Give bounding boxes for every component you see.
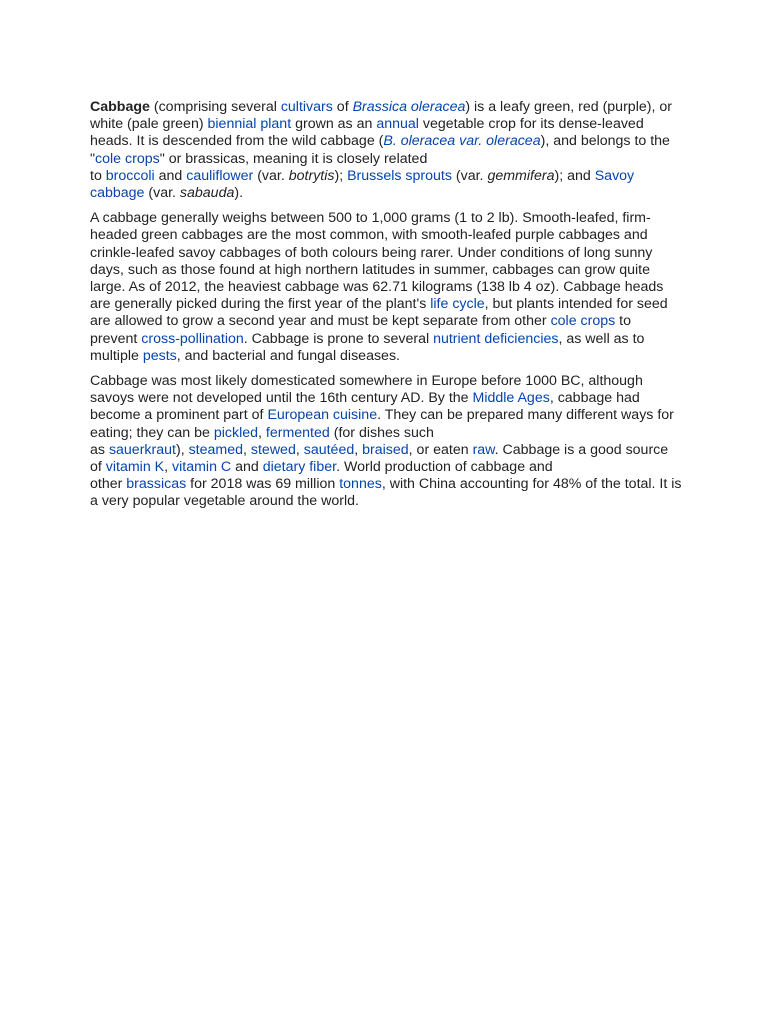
term-italic: gemmifera xyxy=(487,167,555,184)
text-run: " or brassicas, meaning it is closely related xyxy=(159,150,428,167)
link-pickled[interactable]: pickled xyxy=(213,424,259,441)
text-run: vegetable crop for its dense-leaved heads. It is descended from the wild cabbage ( xyxy=(90,116,644,150)
link-annual[interactable]: annual xyxy=(376,116,419,133)
text-run: (for dishes such xyxy=(329,424,434,441)
term-italic: sabauda xyxy=(179,185,235,202)
text-run: (var. xyxy=(451,167,488,184)
text-run: for 2018 was 69 million xyxy=(186,476,340,493)
link-savoy-cabbage[interactable]: Savoy cabbage xyxy=(90,167,635,202)
link-cole-crops[interactable]: cole crops xyxy=(95,150,160,167)
text-run: Cabbage was most likely domesticated somewhere in Europe before 1000 BC, although savoys were not developed until the 16th century AD. By the xyxy=(90,373,643,407)
link-brassica-oleracea[interactable]: Brassica oleracea xyxy=(352,99,466,115)
link-cole-crops[interactable]: cole crops xyxy=(550,313,616,330)
text-run: ), and belongs to the " xyxy=(90,133,670,167)
text-run: . Cabbage is a good source of xyxy=(90,441,669,476)
text-run: grown as an xyxy=(291,116,377,133)
text-run: ) is a leafy green, red (purple), or white (pale green) xyxy=(90,99,672,133)
text-run: . World production of cabbage and xyxy=(336,459,553,476)
link-fermented[interactable]: fermented xyxy=(265,424,330,441)
text-run: and xyxy=(231,459,263,476)
link-vitamin-c[interactable]: vitamin C xyxy=(172,459,232,476)
link-broccoli[interactable]: broccoli xyxy=(105,167,155,184)
text-run: ), xyxy=(175,441,189,458)
link-b-oleracea-var-oleracea[interactable]: B. oleracea var. oleracea xyxy=(383,133,541,150)
text-run: (comprising several xyxy=(149,99,281,115)
link-cauliflower[interactable]: cauliflower xyxy=(186,167,254,184)
link-european-cuisine[interactable]: European cuisine xyxy=(267,407,378,424)
text-run: ). xyxy=(234,185,244,202)
text-run: (var. xyxy=(253,167,289,184)
text-run: , or eaten xyxy=(408,441,473,458)
text-run: , and bacterial and fungal diseases. xyxy=(176,347,400,364)
link-middle-ages[interactable]: Middle Ages xyxy=(472,390,550,407)
paragraph-size xyxy=(90,210,682,365)
term-italic: botrytis xyxy=(288,167,335,184)
text-run: to prevent xyxy=(90,313,632,347)
link-raw[interactable]: raw xyxy=(472,441,495,458)
link-braised[interactable]: braised xyxy=(362,441,409,458)
link-pests[interactable]: pests xyxy=(142,347,177,364)
link-stewed[interactable]: stewed xyxy=(250,441,296,458)
text-run: , xyxy=(258,424,266,441)
link-dietary-fiber[interactable]: dietary fiber xyxy=(262,459,337,476)
text-run: , cabbage had become a prominent part of xyxy=(90,390,640,424)
text-run: , with China accounting for 48% of the total. It is a very popular vegetable around the world. xyxy=(90,476,682,510)
text-run: , xyxy=(295,441,304,458)
term-bold: Cabbage xyxy=(90,99,150,115)
link-life-cycle[interactable]: life cycle xyxy=(430,296,485,313)
paragraph-history xyxy=(90,373,682,511)
text-run: , as well as to multiple xyxy=(90,330,645,364)
text-run: . They can be prepared many different ways for eating; they can be xyxy=(90,407,674,441)
text-run: . Cabbage is prone to several xyxy=(243,330,434,347)
text-run: , xyxy=(164,459,173,476)
text-run: (var. xyxy=(144,185,180,202)
text-run: ); xyxy=(334,167,348,184)
link-brassicas[interactable]: brassicas xyxy=(126,476,187,493)
link-brussels-sprouts[interactable]: Brussels sprouts xyxy=(347,167,452,184)
link-cultivars[interactable]: cultivars xyxy=(280,99,333,115)
link-tonnes[interactable]: tonnes xyxy=(339,476,382,493)
text-run: ); and xyxy=(554,167,595,184)
text-run: other xyxy=(90,476,127,493)
link-sauteed[interactable]: sautéed xyxy=(303,441,355,458)
link-sauerkraut[interactable]: sauerkraut xyxy=(108,441,176,458)
text-run: , xyxy=(243,441,251,458)
text-run: , but plants intended for seed are allowed to grow a second year and must be kept separate from other xyxy=(90,296,668,330)
link-biennial-plant[interactable]: biennial plant xyxy=(207,116,292,133)
paragraph-intro xyxy=(90,99,682,202)
link-steamed[interactable]: steamed xyxy=(188,441,243,458)
text-run: and xyxy=(154,167,187,184)
link-cross-pollination[interactable]: cross-pollination xyxy=(141,330,244,347)
article-body xyxy=(90,99,682,519)
link-vitamin-k[interactable]: vitamin K xyxy=(105,459,165,476)
link-nutrient-deficiencies[interactable]: nutrient deficiencies xyxy=(433,330,559,347)
text-run: to xyxy=(90,167,106,184)
text-run: as xyxy=(90,441,109,458)
text-run: , xyxy=(354,441,363,458)
text-run: A cabbage generally weighs between 500 to 1,000 grams (1 to 2 lb). Smooth-leafed, firm-headed green cabbages are the most common, with smooth-leafed purple cabbages and crinkle-leafed savoy cabbages of both colours being rarer. Under conditions of long sunny days, such as those found at high northern latitudes in summer, cabbages can grow quite large. As of 2012, the heaviest cabbage was 62.71 kilograms (138 lb 4 oz). Cabbage heads are generally picked during the first year of the plant's xyxy=(90,210,664,313)
text-run: of xyxy=(332,99,353,115)
